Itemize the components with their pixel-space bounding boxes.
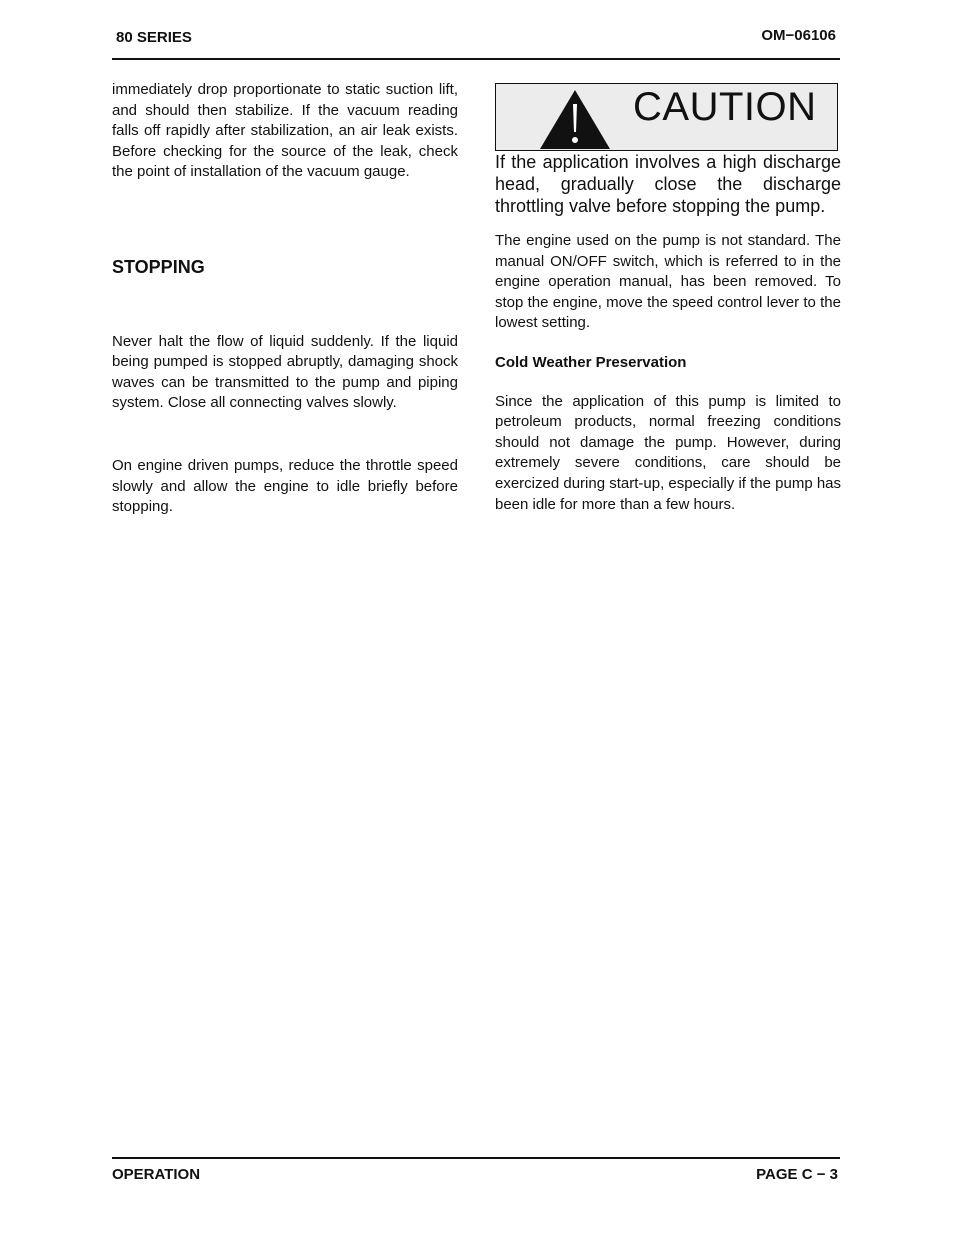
stopping-paragraph-1: Never halt the flow of liquid suddenly. If the liquid being pumped is stopped abruptly, damaging shock waves can be transmitted to the pump and piping system. Close all connecting valves slowly.	[112, 332, 458, 412]
caution-box	[495, 83, 838, 151]
intro-paragraph: immediately drop proportionate to static suction lift, and should then stabilize. If the vacuum reading falls off rapidly after stabilization, an air leak exists. Before checking for the source of the leak, check the point of installation of the vacuum gauge.	[112, 81, 458, 181]
header-rule	[112, 58, 840, 60]
footer-page-number: PAGE C − 3	[756, 1166, 838, 1183]
caution-label: CAUTION	[633, 85, 817, 129]
footer-section: OPERATION	[112, 1166, 201, 1183]
warning-triangle-icon	[538, 88, 612, 150]
stopping-paragraph-2: On engine driven pumps, reduce the throttle speed slowly and allow the engine to idle briefly before stopping.	[112, 456, 458, 516]
stopping-heading: STOPPING	[112, 256, 205, 277]
right-column	[495, 83, 841, 515]
header-series: 80 SERIES	[116, 29, 192, 46]
cold-weather-heading: Cold Weather Preservation	[495, 353, 687, 371]
caution-text: If the application involves a high discharge head, gradually close the discharge throttling valve before stopping the pump.	[495, 152, 841, 216]
header-doc-number: OM−06106	[761, 27, 836, 44]
cold-weather-paragraph: Since the application of this pump is limited to petroleum products, normal freezing conditions should not damage the pump. However, during extremely severe conditions, care should be exercized during start-up, especially if the pump has been idle for more than a few hours.	[495, 392, 842, 513]
engine-paragraph: The engine used on the pump is not standard. The manual ON/OFF switch, which is referred to in the engine operation manual, has been removed. To stop the engine, move the speed control lever to the lowest setting.	[495, 232, 841, 332]
left-column	[112, 80, 458, 518]
footer-rule	[112, 1157, 840, 1159]
